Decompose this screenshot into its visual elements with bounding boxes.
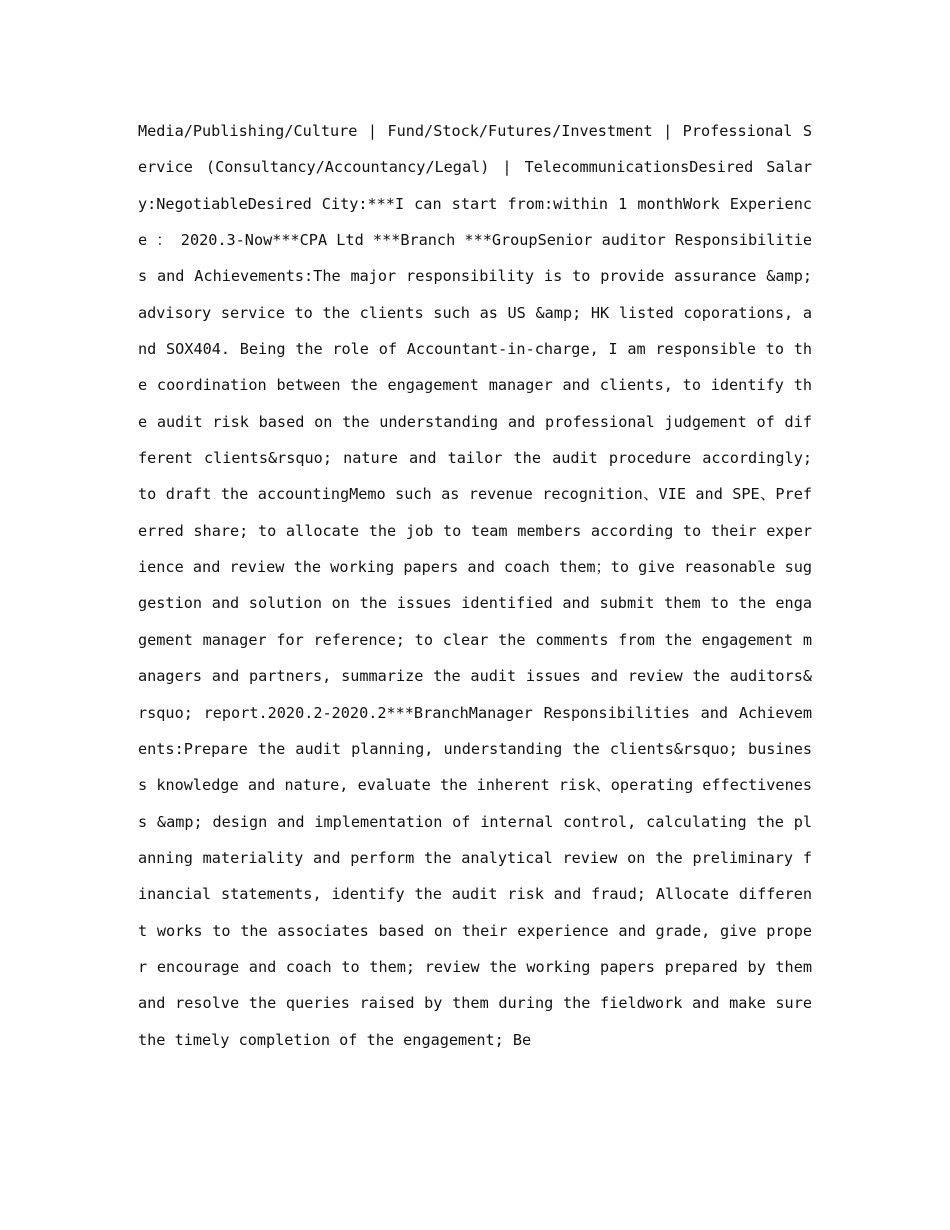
resume-body-text: Media/Publishing/Culture | Fund/Stock/Futures/Investment | Professional Service (Consultancy/Accountancy/Legal) | TelecommunicationsDesired Salary:NegotiableDesired City:***I can start from:within 1 monthWork Experience ： 2020.3-Now***CPA Ltd ***Branch ***GroupSenior auditor Responsibilities and Achievements:The major responsibility is to provide assurance &amp; advisory service to the clients such as US &amp; HK listed coporations, and SOX404. Being the role of Accountant-in-charge, I am responsible to the coordination between the engagement manager and clients, to identify the audit risk based on the understanding and professional judgement of different clients&rsquo; nature and tailor the audit procedure accordingly; to draft the accountingMemo such as revenue recognition、VIE and SPE、Preferred share; to allocate the job to team members according to their experience and review the working papers and coach them；to give reasonable suggestion and solution on the issues identified and submit them to the engagement manager for reference; to clear the comments from the engagement managers and partners, summarize the audit issues and review the auditors&rsquo; report.2020.2-2020.2***BranchManager Responsibilities and Achievements:Prepare the audit planning, understanding the clients&rsquo; business knowledge and nature, evaluate the inherent risk、operating effectiveness &amp; design and implementation of internal control, calculating the planning materiality and perform the analytical review on the preliminary financial statements, identify the audit risk and fraud; Allocate different works to the associates based on their experience and grade, give proper encourage and coach to them; review the working papers prepared by them and resolve the queries raised by them during the fieldwork and make sure the timely completion of the engagement; Be xyxy=(138,122,812,1049)
